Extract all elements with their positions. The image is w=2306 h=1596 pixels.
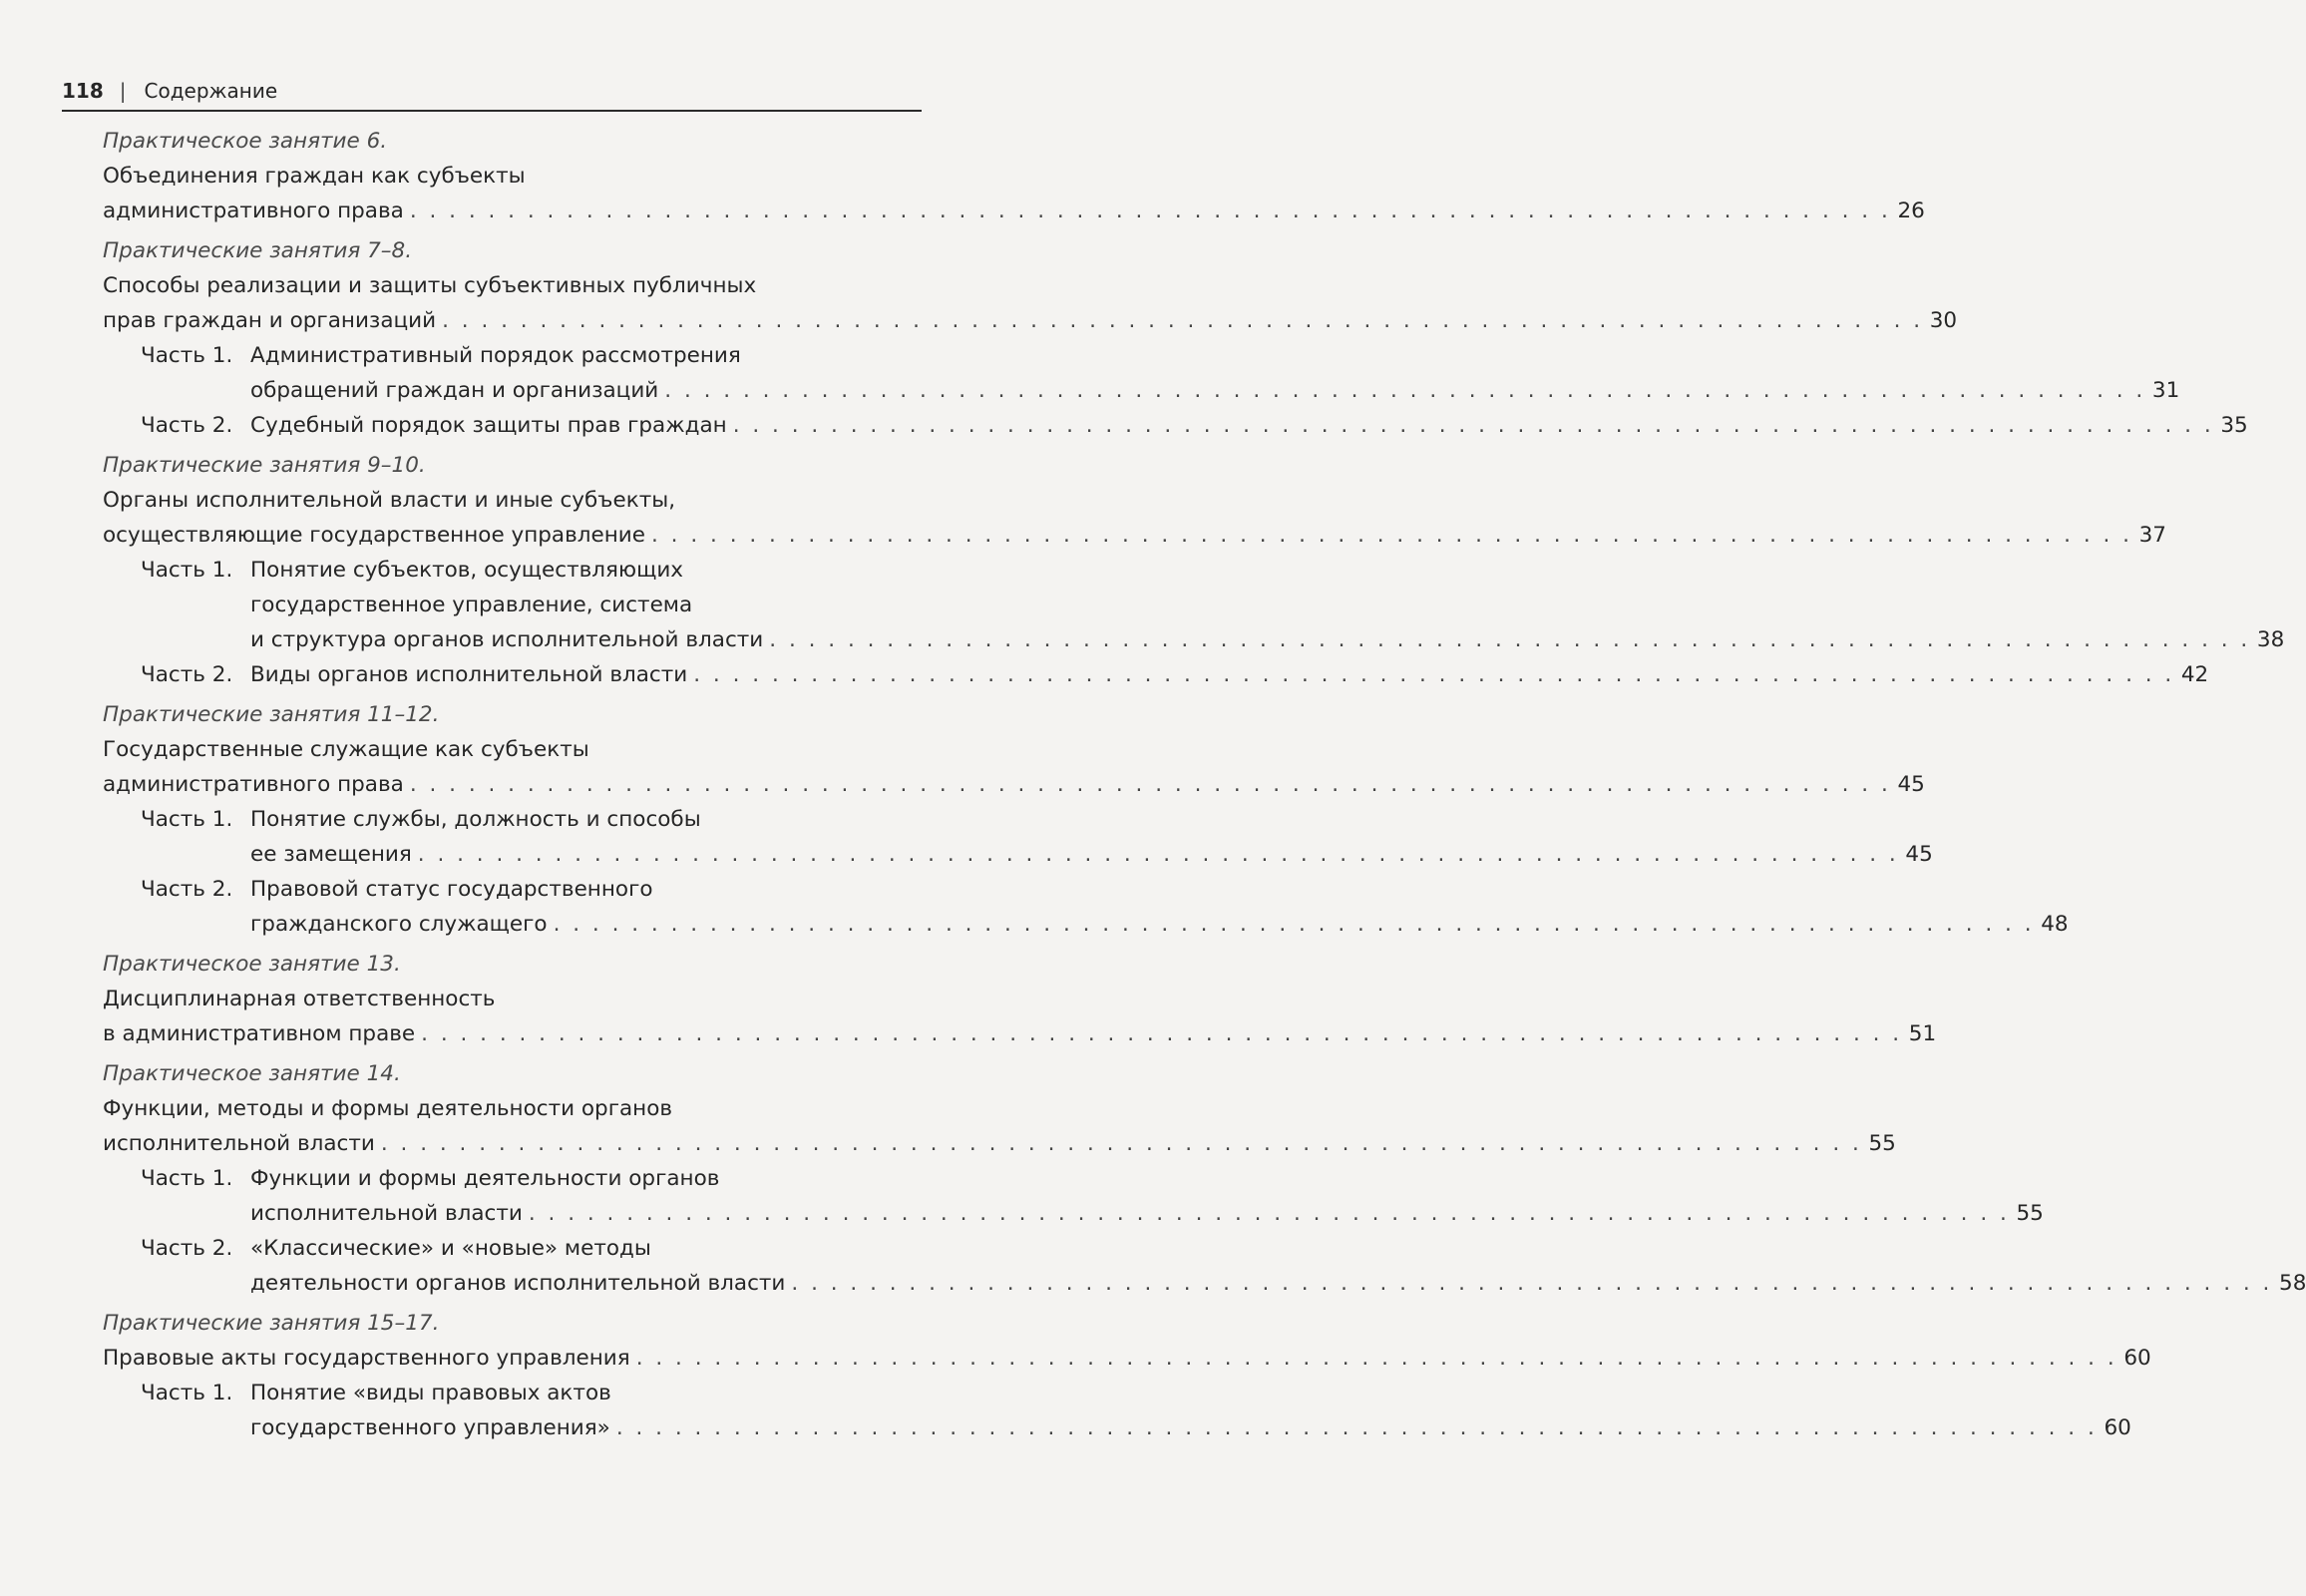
- toc-part: [141, 802, 1933, 872]
- toc-page-number: 37: [2138, 523, 2166, 548]
- toc-line-text: Функции и формы деятельности органов: [250, 1166, 720, 1191]
- toc-line: [103, 518, 2166, 553]
- section-label: Практическое занятие 6.: [103, 129, 388, 154]
- toc-line: [103, 732, 919, 767]
- toc-section: [103, 448, 2285, 692]
- toc-line: [250, 837, 1933, 872]
- dot-leader: [769, 622, 2250, 657]
- toc-page-number: 51: [1908, 1021, 1937, 1046]
- toc-line: [250, 408, 2248, 443]
- part-body: [250, 802, 1933, 872]
- toc-line-text: Понятие субъектов, осуществляющих: [250, 558, 684, 583]
- toc-line-text: административного права: [103, 772, 404, 797]
- toc-section: [103, 1056, 2306, 1301]
- toc-part: [141, 657, 2209, 692]
- toc-line-text: деятельности органов исполнительной власти: [250, 1271, 786, 1296]
- toc-section: [103, 124, 1925, 228]
- part-body: [250, 1231, 2306, 1301]
- dot-leader: [651, 518, 2132, 553]
- toc-page-number: 30: [1929, 308, 1958, 333]
- toc-line: [103, 767, 1925, 802]
- section-label: Практические занятия 7–8.: [103, 238, 413, 263]
- toc-page-number: 55: [1868, 1131, 1896, 1156]
- toc-line: [103, 159, 919, 194]
- dot-leader: [733, 408, 2214, 443]
- toc-line-text: обращений граждан и организаций: [250, 378, 659, 403]
- dot-leader: [410, 767, 1891, 802]
- toc-line: [250, 802, 1933, 837]
- toc-line-text: Государственные служащие как субъекты: [103, 737, 589, 762]
- toc-line-text: Объединения граждан как субъекты: [103, 164, 526, 189]
- toc-page-number: 58: [2279, 1271, 2306, 1296]
- dot-leader: [616, 1410, 2098, 1445]
- section-label: Практическое занятие 13.: [103, 952, 401, 977]
- dot-leader: [442, 303, 1923, 338]
- toc-section: [103, 697, 2069, 942]
- part-label: Часть 1.: [141, 558, 233, 583]
- toc-line-text: административного права: [103, 199, 404, 223]
- page-header: [62, 72, 922, 112]
- dot-leader: [421, 1016, 1902, 1051]
- toc-line: [250, 1376, 2131, 1410]
- toc-line-text: Понятие службы, должность и способы: [250, 807, 701, 832]
- part-body: [250, 872, 2069, 942]
- toc-line: [250, 1266, 2306, 1301]
- toc-line: [103, 1126, 1896, 1161]
- part-body: [250, 657, 2208, 692]
- toc-line-text: Дисциплинарная ответственность: [103, 987, 496, 1011]
- toc-line-text: исполнительной власти: [250, 1201, 523, 1226]
- part-label: Часть 2.: [141, 662, 233, 687]
- toc-line-text: гражданского служащего: [250, 912, 548, 937]
- toc-line-text: и структура органов исполнительной власти: [250, 627, 764, 652]
- toc-line: [250, 872, 2069, 907]
- toc-line: [103, 1016, 1937, 1051]
- toc-part: [141, 1376, 2131, 1445]
- toc-part: [141, 553, 2285, 657]
- toc-line: [250, 1161, 2044, 1196]
- toc-line-text: Способы реализации и защиты субъективных публичных: [103, 273, 757, 298]
- toc-page-number: 60: [2104, 1415, 2131, 1440]
- toc-page-number: 31: [2151, 378, 2180, 403]
- toc-page-number: 45: [1897, 772, 1925, 797]
- header-title: Содержание: [144, 79, 278, 103]
- part-body: [250, 408, 2248, 443]
- toc-line-text: государственное управление, система: [250, 593, 693, 617]
- toc-page-number: 42: [2180, 662, 2209, 687]
- toc-line: [250, 1410, 2131, 1445]
- part-label: Часть 2.: [141, 877, 233, 902]
- dot-leader: [381, 1126, 1862, 1161]
- toc-line: [250, 373, 2179, 408]
- toc-line: [250, 588, 2284, 622]
- toc-page-number: 60: [2123, 1346, 2151, 1371]
- toc-page-number: 45: [1905, 842, 1933, 867]
- part-body: [250, 338, 2179, 408]
- dot-leader: [554, 907, 2035, 942]
- dot-leader: [791, 1266, 2272, 1301]
- toc-line: [103, 1091, 919, 1126]
- dot-leader: [410, 194, 1891, 228]
- toc-line-text: Функции, методы и формы деятельности органов: [103, 1096, 673, 1121]
- toc-line-text: Органы исполнительной власти и иные субъекты,: [103, 488, 676, 513]
- toc-line: [250, 1231, 2306, 1266]
- dot-leader: [418, 837, 1899, 872]
- toc-line: [103, 483, 919, 518]
- part-body: [250, 1161, 2044, 1231]
- section-label: Практические занятия 11–12.: [103, 702, 440, 727]
- toc-page-number: 55: [2016, 1201, 2044, 1226]
- toc-line-text: Административный порядок рассмотрения: [250, 343, 741, 368]
- toc-line-text: осуществляющие государственное управление: [103, 523, 646, 548]
- toc-line: [103, 1341, 2151, 1376]
- section-label: Практические занятия 9–10.: [103, 453, 426, 478]
- toc-line: [250, 553, 2284, 588]
- toc-line-text: Понятие «виды правовых актов: [250, 1381, 611, 1405]
- toc-line-text: Судебный порядок защиты прав граждан: [250, 413, 727, 438]
- toc-line-text: Виды органов исполнительной власти: [250, 662, 688, 687]
- part-label: Часть 1.: [141, 1381, 233, 1405]
- toc-line: [250, 338, 2179, 373]
- toc-part: [141, 338, 2180, 408]
- toc-line-text: ее замещения: [250, 842, 412, 867]
- toc-line: [103, 303, 1958, 338]
- toc-line: [250, 907, 2069, 942]
- toc-line-text: Правовые акты государственного управления: [103, 1346, 630, 1371]
- toc-part: [141, 1231, 2306, 1301]
- dot-leader: [693, 657, 2174, 692]
- section-label: Практические занятия 15–17.: [103, 1311, 440, 1336]
- part-label: Часть 1.: [141, 807, 233, 832]
- toc-line: [250, 622, 2284, 657]
- toc-line: [103, 268, 919, 303]
- table-of-contents: [103, 124, 2306, 1450]
- toc-line-text: «Классические» и «новые» методы: [250, 1236, 651, 1261]
- toc-section: [103, 233, 2248, 443]
- toc-section: [103, 1306, 2151, 1445]
- toc-page-number: 35: [2220, 413, 2248, 438]
- toc-line: [103, 194, 1925, 228]
- toc-line: [103, 982, 919, 1016]
- toc-line: [250, 657, 2208, 692]
- toc-page-number: 38: [2256, 627, 2285, 652]
- toc-part: [141, 872, 2069, 942]
- part-label: Часть 1.: [141, 343, 233, 368]
- toc-page-number: 48: [2041, 912, 2069, 937]
- part-body: [250, 1376, 2131, 1445]
- section-label: Практическое занятие 14.: [103, 1061, 401, 1086]
- part-label: Часть 2.: [141, 413, 233, 438]
- dot-leader: [636, 1341, 2117, 1376]
- toc-line-text: в административном праве: [103, 1021, 416, 1046]
- header-separator: |: [119, 79, 127, 103]
- dot-leader: [529, 1196, 2010, 1231]
- toc-line-text: Правовой статус государственного: [250, 877, 653, 902]
- toc-section: [103, 947, 1937, 1051]
- part-label: Часть 1.: [141, 1166, 233, 1191]
- toc-page-number: 26: [1897, 199, 1925, 223]
- dot-leader: [664, 373, 2145, 408]
- part-label: Часть 2.: [141, 1236, 233, 1261]
- toc-line: [250, 1196, 2044, 1231]
- toc-line-text: прав граждан и организаций: [103, 308, 437, 333]
- toc-line-text: исполнительной власти: [103, 1131, 375, 1156]
- toc-part: [141, 1161, 2044, 1231]
- toc-line-text: государственного управления»: [250, 1415, 610, 1440]
- toc-part: [141, 408, 2248, 443]
- part-body: [250, 553, 2284, 657]
- page-number: 118: [62, 79, 104, 103]
